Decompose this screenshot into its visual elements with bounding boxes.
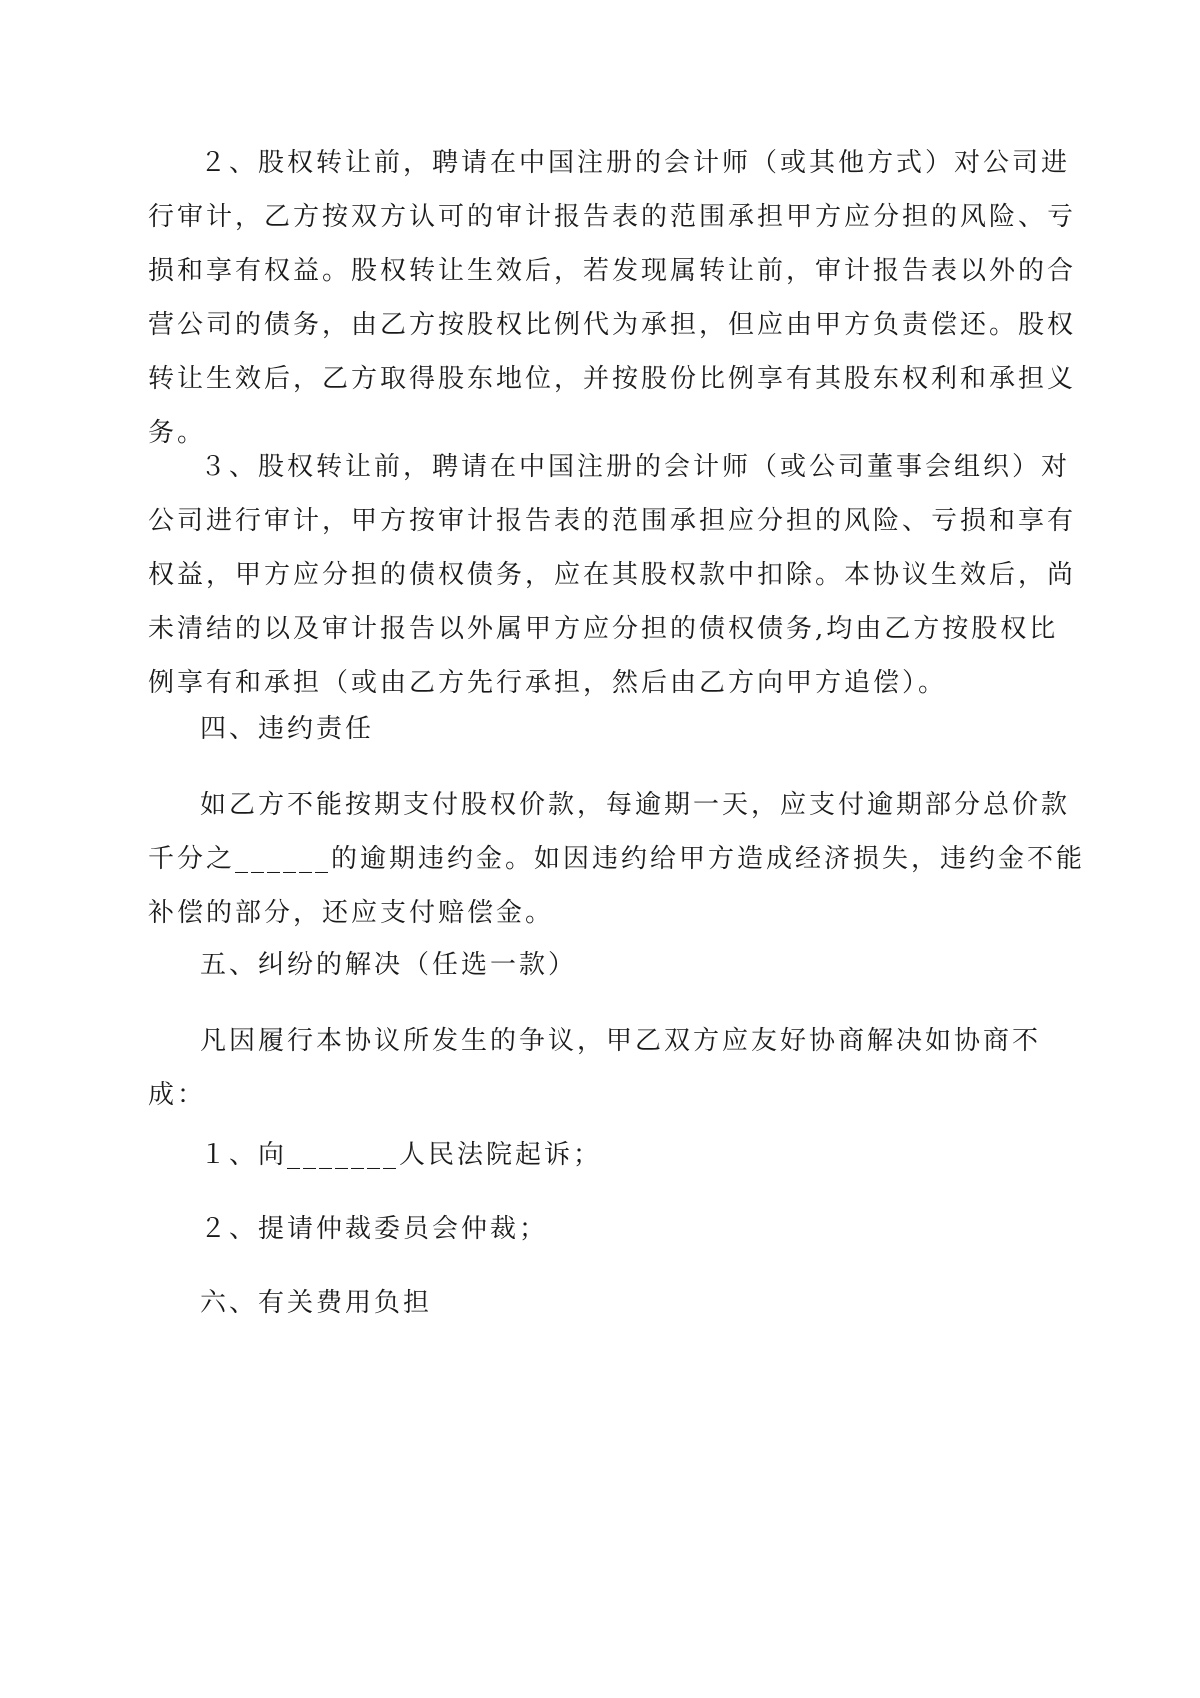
text-line: 行审计，乙方按双方认可的审计报告表的范围承担甲方应分担的风险、亏 (148, 202, 1077, 232)
dispute-option-2 (148, 1202, 1038, 1256)
section-heading-costs (148, 1276, 1038, 1330)
text-line: 凡因履行本协议所发生的争议，甲乙双方应友好协商解决如协商不 (200, 1026, 1042, 1056)
text-line: 未清结的以及审计报告以外属甲方应分担的债权债务,均由乙方按股权比 (148, 614, 1059, 644)
text-line: ３、股权转让前，聘请在中国注册的会计师（或公司董事会组织）对 (200, 452, 1071, 482)
clause-2-paragraph (148, 136, 1077, 460)
text-line: 转让生效后，乙方取得股东地位，并按股份比例享有其股东权利和承担义 (148, 364, 1077, 394)
dispute-option-1 (148, 1128, 1038, 1182)
clause-3-paragraph (148, 440, 1077, 710)
section-heading-dispute (148, 938, 1038, 992)
text-line: 千分之______的逾期违约金。如因违约给甲方造成经济损失，违约金不能 (148, 844, 1086, 874)
breach-paragraph (148, 778, 1086, 940)
text-line: 如乙方不能按期支付股权价款，每逾期一天，应支付逾期部分总价款 (200, 790, 1071, 820)
text-line: 成： (148, 1080, 207, 1110)
text-line: 补偿的部分，还应支付赔偿金。 (148, 898, 555, 928)
dispute-paragraph (148, 1014, 1042, 1122)
heading-text: 五、纠纷的解决（任选一款） (200, 950, 578, 980)
text-line: 例享有和承担（或由乙方先行承担，然后由乙方向甲方追偿）。 (148, 668, 948, 698)
text-line: 务。 (148, 418, 207, 448)
text-line: 权益，甲方应分担的债权债务，应在其股权款中扣除。本协议生效后，尚 (148, 560, 1077, 590)
heading-text: 六、有关费用负担 (200, 1288, 433, 1318)
text-line: １、向_______人民法院起诉； (200, 1140, 603, 1170)
text-line: ２、股权转让前，聘请在中国注册的会计师（或其他方式）对公司进 (200, 148, 1071, 178)
text-line: 公司进行审计，甲方按审计报告表的范围承担应分担的风险、亏损和享有 (148, 506, 1077, 536)
section-heading-breach (148, 702, 1038, 756)
heading-text: 四、违约责任 (200, 714, 375, 744)
text-line: 损和享有权益。股权转让生效后，若发现属转让前，审计报告表以外的合 (148, 256, 1077, 286)
text-line: ２、提请仲裁委员会仲裁； (200, 1214, 549, 1244)
text-line: 营公司的债务，由乙方按股权比例代为承担，但应由甲方负责偿还。股权 (148, 310, 1077, 340)
